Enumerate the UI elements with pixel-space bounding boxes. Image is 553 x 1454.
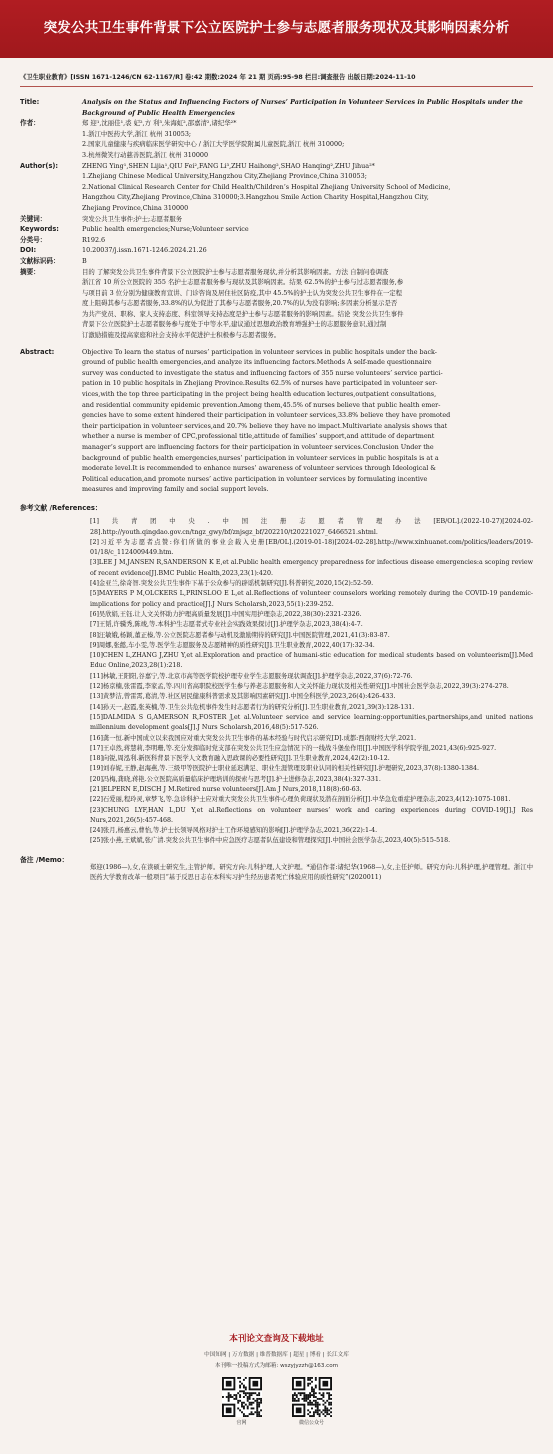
doi-row (20, 245, 533, 256)
reference-item: [14]孙天一,赵霞,张英楠,等.卫生公共危机事件发生时志愿者行为的研究分析[J].卫生职业教育,2021,39(3):128-131. (90, 703, 415, 711)
reference-item: [3]LEE J M,JANSEN R,SANDERSON K E,et al.Public health emergency preparedness for infectious disease emergencies:a scoping review of recent evidence[J].BMC Public Health,2023,23(1):420. (90, 559, 533, 577)
memo-heading: 备注 /Memo： (20, 855, 69, 864)
reference-item: [9]周娜,张懿,车小雯,等.医学生志愿服务及志愿精神的质性研究[J].卫生职业教育,2022,40(17):32-34. (90, 641, 375, 649)
qr-wechat[interactable] (292, 1377, 332, 1426)
reference-item: [12]杨京楠,张雷霞,李家孟,等.四川省高职院校医学生参与养老志愿服务和人文关怀能力现状及相关性研究[J].中国社会医学杂志,2022,39(3):274-278. (90, 683, 509, 691)
reference-item: [4]金亚兰,徐奇智.突发公共卫生事件下基于公众参与的辟谣机制研究[J].科普研究,2020,15(2):52-59. (90, 580, 374, 588)
reference-item: [6]吴欣娟,王钰.让人文关怀助力护理高质量发展[J].中国实用护理杂志,2022,38(30):2321-2326. (90, 610, 362, 618)
reference-item[interactable]: [1]共青团中央.中国注册志愿者管理办法[EB/OL].(2022-10-27)[2024-02-28].http://youth.qingdao.gov.cn/tngz_gwy/bf/znjsgz_bf/202210/t20221027_6466521.shtml. (90, 518, 533, 536)
title-banner (0, 0, 553, 58)
reference-item: [20]冯梅,龚晓,蒋艳.公立医院高质量临床护理培训的探索与思考[J].护士进修杂志,2023,38(4):327-331. (90, 775, 381, 783)
keywords-en-label: Keywords: (20, 225, 59, 234)
doc-code-label: 文献标识码： (20, 256, 60, 265)
article-metadata (20, 97, 533, 495)
qr-official-site-caption: 官网 (236, 1420, 247, 1426)
abstract-zh: 目的 了解突发公共卫生事件背景下公立医院护士参与志愿者服务现状,并分析其影响因素。方法 自制问卷调查 浙江省 10 所公立医院的 355 名护士志愿者服务参与现状及其影响因素。结果 62.5%的护士参与过志愿者服务,参 与项目前 3 位分别为健康教育宣讲、门诊咨询及居住社区防疫,其中 45.5%的护士认为突发公共卫生事件在一定程 度上阻碍其参与志愿者服务,33.8%的认为促进了其参与志愿者服务,20.7%的认为没有影响;多因素分析显示是否 为共产党员、职称、家人支持态度、科室领导支持态度是护士参与志愿者服务的影响因素。结论 突发公共卫生事件 背景下公立医院护士志愿者服务参与度处于中等水平,建议通过思想政治教育增强护士的志愿服务意识,通过制 订激励措施及提高家庭和社会支持水平促进护士积极参与志愿者服务。 (82, 267, 404, 340)
footer-title: 本刊论文查询及下载地址 (229, 1334, 324, 1344)
title-label: Title: (20, 98, 40, 106)
authors-zh-row (20, 118, 533, 160)
reference-item: [25]张小燕,王斌斌,张广清.突发公共卫生事件中应急医疗志愿者队伍建设和管理探究[J].中国社会医学杂志,2023,40(5):515-518. (90, 837, 451, 845)
reference-item[interactable]: [2]习近平为志愿者点赞:你们所做的事业会载入史册[EB/OL].(2019-01-18)[2024-02-28].http://www.xinhuanet.com/politics/leaders/2019-01/18/c_1124009449.htm. (90, 538, 533, 557)
authors-zh-label: 作者： (20, 119, 40, 128)
journal-info-bar: 《卫生职业教育》[ISSN 1671-1246/CN 62-1167/R] 卷:42 期数:2024 年 21 期 页码:95-98 栏目:调查报告 出版日期:2024-11-10 (20, 66, 533, 87)
banner-title: 突发公共卫生事件背景下公立医院护士参与志愿者服务现状及其影响因素分析 (43, 20, 510, 37)
abstract-zh-row (20, 267, 533, 341)
authors-en: ZHENG Ying¹,SHEN Lijia¹,QIU Fei²,FANG Li³,ZHU Haihong²,SHAO Hanqing²,ZHU Jihua²* 1.Zhejiang Chinese Medical University,Hangzhou City,Zhejiang Province,China 310053; 2.National Clinical Research Center for Child Health/Children’s Hospital Zhejiang University School of Medicine, Hangzhou City,Zhejiang Province,China 310000;3.Hangzhou Smile Action Charity Hospital,Hangzhou City, Zhejiang Province,China 310000 (82, 161, 451, 212)
memo-section (20, 855, 533, 884)
qr-code-icon (222, 1377, 262, 1417)
keywords-zh: 突发公共卫生事件;护士;志愿者服务 (82, 214, 183, 223)
reference-item: [18]向锐,周泓利.新医科背景下医学人文教育融入思政课的必要性研究[J].卫生职业教育,2024,42(2):10-12. (90, 755, 390, 763)
abstract-zh-label: 摘要： (20, 267, 40, 276)
qr-official-site[interactable] (222, 1377, 262, 1426)
authors-zh: 郑 迎¹,沈丽佳¹,裘 妃²,方 利³,朱海虹²,邵嘉清²,诸纪华²* 1.浙江中医药大学,浙江 杭州 310053; 2.国家儿童健康与疾病临床医学研究中心 / 浙江大学医学院附属儿童医院,浙江 杭州 310000; 3.杭州微笑行动慈善医院,浙江 杭州 310000 (82, 119, 345, 159)
references-heading: 参考文献 /References： (20, 503, 102, 512)
reference-item: [23]CHUNG LYF,HAN L,DU Y,et al.Reflections on volunteer nurses’ work and caring experiences during COVID-19[J].J Res Nurs,2021,26(5):457-468. (90, 806, 533, 824)
title-row (20, 97, 533, 118)
title-en: Analysis on the Status and Influencing Factors of Nurses’ Participation in Volunteer Services in Public Hospitals under the Background of Public Health Emergencies (82, 98, 523, 117)
keywords-en-row (20, 224, 533, 235)
reference-item: [11]林敏,王阳阳,谷嘉宁,等.北京市高等医学院校护理专业学生志愿服务现状调查[J].护理学杂志,2022,37(6):72-76. (90, 672, 413, 680)
memo-body: 郑迎(1986—),女,在读硕士研究生,主管护师。研究方向:儿科护理,人文护理。*通信作者:诸纪华(1968—),女,主任护师。研究方向:儿科护理,护理管理。浙江中医药大学教育改革一般项目“基于反思日志在本科实习护生经历患者死亡体验应用的质性研究”(2020011) (90, 864, 533, 882)
footer-email[interactable]: 本刊唯一投稿方式为邮箱: wszyjyzzh@163.com (214, 1363, 339, 1369)
reference-item: [21]ELPERN E,DISCH J M.Retired nurse volunteers[J].Am J Nurs,2018,118(8):60-63. (90, 785, 362, 793)
reference-item: [8]汪敏娥,杨颖,董正榛,等.公立医院志愿者参与动机及激励期待的研究[J].中国医院管理,2021,41(3):83-87. (90, 631, 390, 639)
authors-en-label: Author(s): (20, 161, 59, 170)
keywords-zh-row (20, 214, 533, 225)
doi-label: DOI: (20, 246, 37, 255)
reference-item: [24]张月,杨惠云,曹怡,等.护士长领导风格对护士工作环境感知的影响[J].护理学杂志,2021,36(22):1-4. (90, 827, 378, 835)
reference-item: [19]刘春妮,王静,赵海燕,等.三级甲等医院护士职业延迟满足、职业生涯管理及职业认同的相关性研究[J].护理研究,2023,37(8):1380-1384. (90, 765, 479, 773)
reference-item: [10]CHEN L,ZHANG J,ZHU Y,et al.Exploration and practice of humani-stic education for medical students based on volunteerism[J].Med Educ Online,2023,28(1):218. (90, 652, 533, 670)
keywords-zh-label: 关键词： (20, 214, 47, 223)
abstract-en: Objective To learn the status of nurses’ participation in volunteer services in public hospitals under the back- ground of public health emergencies,and analyze its influencing factors.Methods A self-made questionnaire survey was conducted to investigate the status and influencing factors of 355 nurse volunteers’ service partici- pation in 10 public hospitals in Zhejiang Province.Results 62.5% of nurses have participated in volunteer ser- vices,with the top three participating in the project being health education lectures,outpatient consultations, and residential community epidemic prevention.Among them,45.5% of nurses believe that public health emer- gencies have to some extent hindered their participation in volunteer services,33.8% believe they have promoted their participation in volunteer services,and 20.7% believe they have no impact.Multivariate analysis shows that whether a nurse is member of CPC,professional title,attitude of families’ support,and attitude of department manager’s support are influencing factors for their participation in volunteer services.Conclusion Under the background of public health emergencies,nurses’ participation in volunteer services in public hospitals is at a moderate level.It is recommended to enhance nurses’ awareness of volunteer services through Ideological & Political education,and promote nurses’ active participation in volunteer services by formulating incentive measures and improving family and social support levels. (82, 347, 451, 494)
class-no-row (20, 235, 533, 246)
abstract-en-row (20, 347, 533, 495)
reference-item: [17]王卓然,蒋慧莉,李明珊,等.充分发挥临时党支部在突发公共卫生应急情况下的一线战斗堡垒作用[J].中国医学科学院学报,2021,43(6):925-927. (90, 744, 497, 752)
class-no: R192.6 (82, 235, 106, 244)
reference-item: [7]王韬,许骥秀,陈竣,等.本科护生志愿者式专业社会实践效果探讨[J].护理学杂志,2023,38(4):4-7. (90, 621, 363, 629)
authors-en-row (20, 161, 533, 214)
abstract-en-label: Abstract: (20, 347, 55, 356)
doc-code-row (20, 256, 533, 267)
reference-item: [16]龚一恒.新中国成立以来我国应对重大突发公共卫生事件的基本经验与时代启示研究[D].成都:西南财经大学,2021. (90, 734, 417, 742)
doc-code: B (82, 256, 87, 265)
references-section (20, 503, 533, 847)
qr-wechat-caption: 微信公众号 (298, 1420, 324, 1426)
doi-value[interactable]: 10.20037/j.issn.1671-1246.2024.21.26 (82, 246, 207, 255)
reference-item: [5]MAYERS P M,OLCKERS L,PRINSLOO E L,et al.Reflections of volunteer counselors working remotely during the COVID-19 pandemic-implications for policy and practice[J].J Nurs Scholarsh,2023,55(1):239-252. (90, 590, 533, 608)
reference-item: [13]黄梦洁,曾雷霄,葛清,等.社区居民健康科普需求及其影响因素研究[J].中国全科医学,2023,26(4):426-433. (90, 693, 396, 701)
reference-item: [15]DALMIDA S G,AMERSON R,FOSTER J,et al.Volunteer service and service learning:opportunities,partnerships,and united nations millennium development goals[J].J Nurs Scholarsh,2016,48(5):517-526. (90, 713, 533, 732)
qr-code-icon (292, 1377, 332, 1417)
download-footer (0, 1332, 553, 1426)
qr-codes (0, 1377, 553, 1426)
keywords-en: Public health emergencies;Nurse;Volunteer service (82, 225, 249, 234)
reference-item: [22]石爱丽,程玲灵,章梦飞,等.急诊科护士应对重大突发公共卫生事件心理负荷现状及潜在剖面分析[J].中华急危重症护理杂志,2023,4(12):1075-1081. (90, 796, 511, 804)
class-no-label: 分类号： (20, 235, 47, 244)
footer-databases[interactable]: 中国知网 | 万方数据 | 维普数据库 | 超星 | 博看 | 长江文库 (204, 1352, 349, 1358)
